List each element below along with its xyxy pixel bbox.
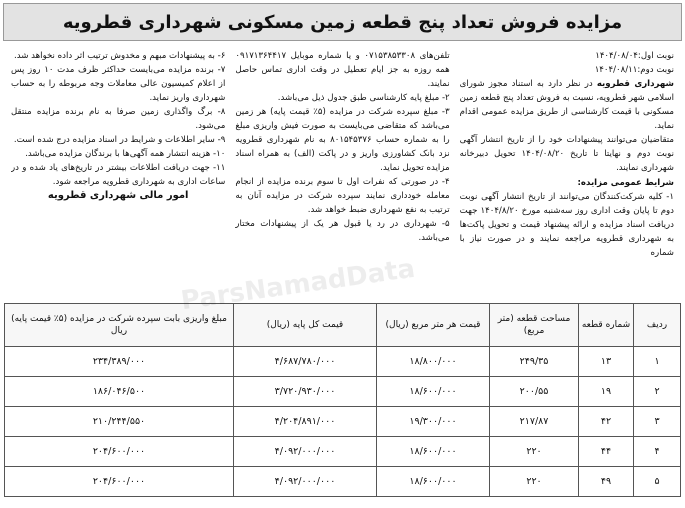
condition-8: ۸- برگ واگذاری زمین صرفا به نام برنده مزایده منتقل می‌شود. bbox=[11, 107, 226, 131]
conditions-heading: شرایط عمومی مزایده: bbox=[577, 178, 674, 188]
cell-total-price: ۴/۲۰۴/۸۹۱/۰۰۰ bbox=[234, 407, 377, 437]
cell-price-per-meter: ۱۸/۶۰۰/۰۰۰ bbox=[377, 377, 490, 407]
header-area: مساحت قطعه (متر مربع) bbox=[490, 304, 579, 347]
cell-area: ۲۰۰/۵۵ bbox=[490, 377, 579, 407]
cell-row-number: ۴ bbox=[634, 437, 681, 467]
cell-price-per-meter: ۱۸/۶۰۰/۰۰۰ bbox=[377, 437, 490, 467]
cell-area: ۲۴۹/۳۵ bbox=[490, 347, 579, 377]
right-column bbox=[460, 49, 674, 297]
deadline-paragraph: متقاضیان می‌توانند پیشنهادات خود را از تاریخ انتشار آگهی نوبت دوم و نهایتا تا تاریخ ۱۴۰۴/۰۸/۲۰ تحویل دبیرخانه شهرداری نمایند. bbox=[459, 135, 674, 173]
middle-column bbox=[235, 49, 449, 297]
cell-deposit: ۱۸۶/۰۴۶/۵۰۰ bbox=[5, 377, 234, 407]
table-row bbox=[5, 407, 681, 437]
cell-row-number: ۵ bbox=[634, 467, 681, 497]
intro-paragraph: شهرداری قطرویه در نظر دارد به استناد مجوز شورای اسلامی شهر قطرویه، نسبت به فروش تعداد پنج قطعه زمین مسکونی با قیمت کارشناسی از طریق مزایده عمومی اقدام نماید. bbox=[459, 79, 674, 131]
header-deposit: مبلغ واریزی بابت سپرده شرکت در مزایده (۵٪ قیمت پایه) ریال bbox=[5, 304, 234, 347]
condition-9: ۹- سایر اطلاعات و شرایط در اسناد مزایده درج شده است. bbox=[13, 135, 226, 145]
municipality-name: شهرداری قطرویه bbox=[596, 79, 674, 89]
condition-2: ۲- مبلغ پایه کارشناسی طبق جدول ذیل می‌باشد. bbox=[277, 93, 450, 103]
cell-area: ۲۱۷/۸۷ bbox=[490, 407, 579, 437]
first-round-date: نوبت اول:۱۴۰۴/۰۸/۰۴ bbox=[595, 51, 674, 61]
condition-3: ۳- مبلغ سپرده شرکت در مزایده (۵٪ قیمت پایه) هر زمین می‌باشد که متقاضی می‌بایست به صورت فیش واریزی مبلغ را به شماره حساب ۸۰۱۵۴۵۳۷۶ به نام شهرداری قطرویه نزد بانک کشاورزی واریز و در پاکت (الف) به همراه اسناد مزایده تحویل نماید. bbox=[235, 107, 450, 173]
table-row bbox=[5, 377, 681, 407]
cell-price-per-meter: ۱۸/۸۰۰/۰۰۰ bbox=[377, 347, 490, 377]
cell-row-number: ۱ bbox=[634, 347, 681, 377]
contact-paragraph: تلفن‌های ۰۷۱۵۳۸۵۳۳۰۸ و یا شماره موبایل ۰۹۱۷۱۳۶۴۴۱۷ همه روزه به جز ایام تعطیل در وقت اداری تماس حاصل نمایند. bbox=[235, 51, 450, 89]
cell-total-price: ۴/۶۸۷/۷۸۰/۰۰۰ bbox=[234, 347, 377, 377]
condition-4: ۴- در صورتی که نفرات اول تا سوم برنده مزایده از انجام معامله خودداری نمایند سپرده شرکت در مزایده آنان به ترتیب به نفع شهرداری ضبط خواهد شد. bbox=[235, 177, 450, 215]
condition-11: ۱۱- جهت دریافت اطلاعات بیشتر در تاریخ‌های یاد شده و در ساعات اداری به شهرداری قطرویه مراجعه شود. bbox=[11, 163, 226, 187]
cell-deposit: ۲۱۰/۲۴۴/۵۵۰ bbox=[5, 407, 234, 437]
condition-1: ۱- کلیه شرکت‌کنندگان می‌توانند از تاریخ انتشار آگهی نوبت دوم تا پایان وقت اداری روز سه‌شنبه مورخ ۱۴۰۴/۸/۲۰ جهت دریافت اسناد مزایده و ارائه پیشنهاد قیمت و تحویل پاکت‌ها به شهرداری قطرویه مراجعه نمایند و در صورت نیاز با شماره bbox=[459, 192, 674, 258]
cell-parcel-number: ۴۹ bbox=[579, 467, 634, 497]
header-price-per-meter: قیمت هر متر مربع (ریال) bbox=[377, 304, 490, 347]
condition-7: ۷- برنده مزایده می‌بایست حداکثر ظرف مدت ۱۰ روز پس از اعلام کمیسیون عالی معاملات وجه مربوطه را به حساب شهرداری واریز نماید. bbox=[11, 65, 226, 103]
table-header-row bbox=[5, 304, 681, 347]
table-row bbox=[5, 347, 681, 377]
cell-deposit: ۲۰۴/۶۰۰/۰۰۰ bbox=[5, 467, 234, 497]
cell-parcel-number: ۴۲ bbox=[579, 407, 634, 437]
condition-6: ۶- به پیشنهادات مبهم و مخدوش ترتیب اثر داده نخواهد شد. bbox=[13, 51, 226, 61]
table-row bbox=[5, 467, 681, 497]
cell-area: ۲۲۰ bbox=[490, 437, 579, 467]
cell-parcel-number: ۱۹ bbox=[579, 377, 634, 407]
notice-body bbox=[3, 41, 682, 297]
watermark: ParsNamadData bbox=[179, 253, 417, 317]
second-round-date: نوبت دوم:۱۴۰۴/۰۸/۱۱ bbox=[594, 65, 674, 75]
cell-area: ۲۲۰ bbox=[490, 467, 579, 497]
cell-deposit: ۲۳۴/۳۸۹/۰۰۰ bbox=[5, 347, 234, 377]
condition-5: ۵- شهرداری در رد یا قبول هر یک از پیشنهادات مختار می‌باشد. bbox=[235, 219, 450, 243]
cell-total-price: ۴/۰۹۲/۰۰۰/۰۰۰ bbox=[234, 437, 377, 467]
land-parcels-table bbox=[4, 303, 681, 497]
cell-row-number: ۲ bbox=[634, 377, 681, 407]
left-column bbox=[11, 49, 225, 297]
cell-deposit: ۲۰۴/۶۰۰/۰۰۰ bbox=[5, 437, 234, 467]
notice-title: مزایده فروش تعداد پنج قطعه زمین مسکونی شهرداری قطرویه bbox=[62, 11, 623, 33]
cell-parcel-number: ۴۴ bbox=[579, 437, 634, 467]
cell-price-per-meter: ۱۹/۳۰۰/۰۰۰ bbox=[377, 407, 490, 437]
header-row-number: ردیف bbox=[634, 304, 681, 347]
cell-total-price: ۴/۰۹۲/۰۰۰/۰۰۰ bbox=[234, 467, 377, 497]
cell-price-per-meter: ۱۸/۶۰۰/۰۰۰ bbox=[377, 467, 490, 497]
title-bar bbox=[3, 3, 682, 41]
header-parcel-number: شماره قطعه bbox=[579, 304, 634, 347]
signature: امور مالی شهرداری قطرویه bbox=[47, 190, 189, 201]
cell-row-number: ۳ bbox=[634, 407, 681, 437]
header-total-price: قیمت کل پایه (ریال) bbox=[234, 304, 377, 347]
table-row bbox=[5, 437, 681, 467]
cell-parcel-number: ۱۳ bbox=[579, 347, 634, 377]
condition-10: ۱۰- هزینه انتشار همه آگهی‌ها با برندگان مزایده می‌باشد. bbox=[25, 149, 226, 159]
cell-total-price: ۳/۷۲۰/۹۳۰/۰۰۰ bbox=[234, 377, 377, 407]
